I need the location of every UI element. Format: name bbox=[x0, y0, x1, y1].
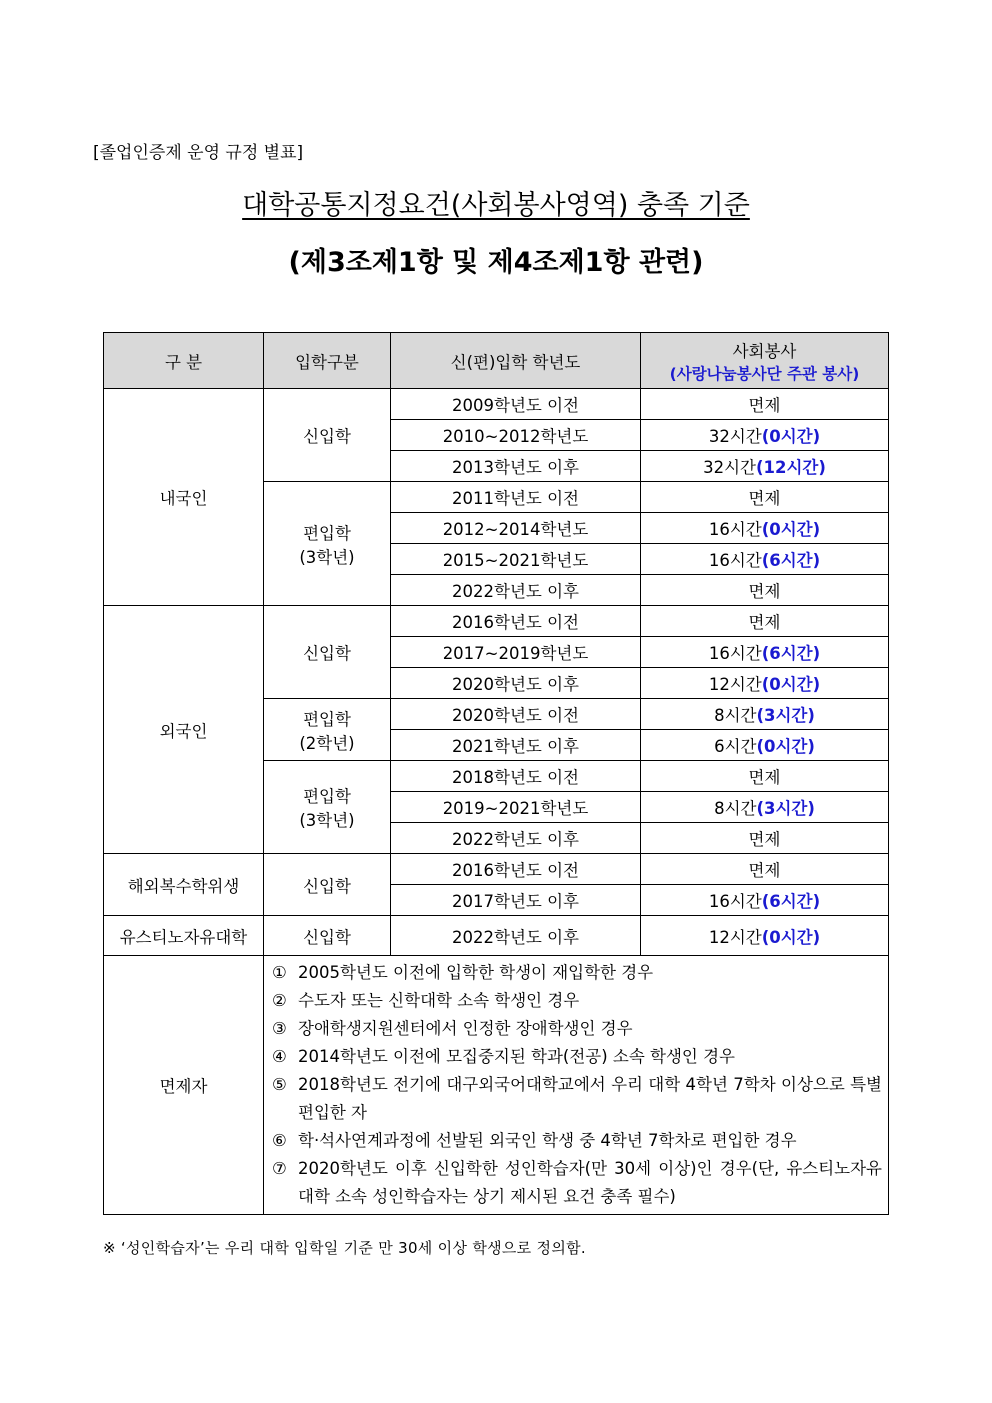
group-exempt: 면제자 bbox=[104, 956, 264, 1215]
row-year: 2016학년도 이전 bbox=[391, 606, 641, 637]
header-service-sub: (사랑나눔봉사단 주관 봉사) bbox=[669, 364, 860, 383]
row-hours: 6시간(0시간) bbox=[641, 730, 889, 761]
requirements-table bbox=[103, 332, 889, 1215]
row-hours: 16시간(6시간) bbox=[641, 885, 889, 916]
exemption-text: 학·석사연계과정에 선발된 외국인 학생 중 4학년 7학차로 편입한 경우 bbox=[298, 1131, 797, 1150]
exemption-number: ④ bbox=[272, 1047, 287, 1066]
row-year: 2021학년도 이후 bbox=[391, 730, 641, 761]
document-subtitle: [졸업인증제 운영 규정 별표] bbox=[93, 143, 304, 163]
row-hours: 면제 bbox=[641, 761, 889, 792]
document-title-text: 대학공통지정요건(사회봉사영역) 충족 기준 bbox=[242, 190, 750, 221]
table-row bbox=[104, 916, 889, 956]
exemption-list bbox=[264, 956, 889, 1215]
exemption-item bbox=[272, 987, 882, 1015]
exemption-text: 장애학생지원센터에서 인정한 장애학생인 경우 bbox=[298, 1019, 633, 1038]
admission-transfer-2: 편입학 (2학년) bbox=[264, 699, 391, 761]
row-hours: 면제 bbox=[641, 482, 889, 513]
row-hours: 면제 bbox=[641, 823, 889, 854]
admission-new: 신입학 bbox=[264, 389, 391, 482]
admission-new: 신입학 bbox=[264, 606, 391, 699]
exemption-number: ⑥ bbox=[272, 1131, 287, 1150]
row-hours: 12시간(0시간) bbox=[641, 916, 889, 956]
exemption-text: 2020학년도 이후 신입학한 성인학습자(만 30세 이상)인 경우(단, 유스티노자유대학 소속 성인학습자는 상기 제시된 요건 충족 필수) bbox=[298, 1159, 882, 1206]
row-hours: 32시간(12시간) bbox=[641, 451, 889, 482]
row-year: 2009학년도 이전 bbox=[391, 389, 641, 420]
row-hours: 면제 bbox=[641, 575, 889, 606]
row-year: 2018학년도 이전 bbox=[391, 761, 641, 792]
row-hours: 면제 bbox=[641, 389, 889, 420]
row-hours: 16시간(6시간) bbox=[641, 637, 889, 668]
row-year: 2013학년도 이후 bbox=[391, 451, 641, 482]
exemption-item bbox=[272, 1071, 882, 1127]
exemption-number: ⑦ bbox=[272, 1159, 287, 1178]
exemption-text: 2005학년도 이전에 입학한 학생이 재입학한 경우 bbox=[298, 963, 654, 982]
exemption-text: 2018학년도 전기에 대구외국어대학교에서 우리 대학 4학년 7학차 이상으로 특별편입한 자 bbox=[298, 1075, 882, 1122]
row-hours: 8시간(3시간) bbox=[641, 699, 889, 730]
exemption-item bbox=[272, 1155, 882, 1211]
footnote: ※ ‘성인학습자’는 우리 대학 입학일 기준 만 30세 이상 학생으로 정의함. bbox=[103, 1239, 586, 1257]
exemption-text: 수도자 또는 신학대학 소속 학생인 경우 bbox=[298, 991, 580, 1010]
document-title-secondary: (제3조제1항 및 제4조제1항 관련) bbox=[288, 247, 704, 278]
row-year: 2016학년도 이전 bbox=[391, 854, 641, 885]
row-year: 2012~2014학년도 bbox=[391, 513, 641, 544]
exemption-number: ① bbox=[272, 963, 287, 982]
table-row bbox=[104, 606, 889, 637]
table-row bbox=[104, 956, 889, 1215]
group-foreign: 외국인 bbox=[104, 606, 264, 854]
row-year: 2022학년도 이후 bbox=[391, 823, 641, 854]
header-service bbox=[641, 333, 889, 389]
row-year: 2011학년도 이전 bbox=[391, 482, 641, 513]
exemption-number: ② bbox=[272, 991, 287, 1010]
row-year: 2020학년도 이후 bbox=[391, 668, 641, 699]
row-year: 2020학년도 이전 bbox=[391, 699, 641, 730]
row-year: 2022학년도 이후 bbox=[391, 916, 641, 956]
exemption-item bbox=[272, 1043, 882, 1071]
header-service-label: 사회봉사 bbox=[732, 341, 797, 361]
admission-transfer-3: 편입학 (3학년) bbox=[264, 761, 391, 854]
group-eustee: 유스티노자유대학 bbox=[104, 916, 264, 956]
group-overseas: 해외복수학위생 bbox=[104, 854, 264, 916]
table-row bbox=[104, 854, 889, 885]
admission-transfer-3: 편입학 (3학년) bbox=[264, 482, 391, 606]
row-hours: 8시간(3시간) bbox=[641, 792, 889, 823]
exemption-item bbox=[272, 959, 882, 987]
row-hours: 16시간(0시간) bbox=[641, 513, 889, 544]
table-row bbox=[104, 389, 889, 420]
exemption-number: ⑤ bbox=[272, 1075, 287, 1094]
header-category: 구 분 bbox=[104, 333, 264, 389]
exemption-text: 2014학년도 이전에 모집중지된 학과(전공) 소속 학생인 경우 bbox=[298, 1047, 735, 1066]
admission-new: 신입학 bbox=[264, 854, 391, 916]
row-hours: 16시간(6시간) bbox=[641, 544, 889, 575]
row-year: 2015~2021학년도 bbox=[391, 544, 641, 575]
exemption-item bbox=[272, 1015, 882, 1043]
row-year: 2019~2021학년도 bbox=[391, 792, 641, 823]
header-year: 신(편)입학 학년도 bbox=[391, 333, 641, 389]
group-domestic: 내국인 bbox=[104, 389, 264, 606]
header-admission: 입학구분 bbox=[264, 333, 391, 389]
row-year: 2017학년도 이후 bbox=[391, 885, 641, 916]
admission-new: 신입학 bbox=[264, 916, 391, 956]
row-hours: 12시간(0시간) bbox=[641, 668, 889, 699]
row-hours: 32시간(0시간) bbox=[641, 420, 889, 451]
row-year: 2017~2019학년도 bbox=[391, 637, 641, 668]
exemption-number: ③ bbox=[272, 1019, 287, 1038]
document-title bbox=[0, 183, 992, 222]
row-year: 2010~2012학년도 bbox=[391, 420, 641, 451]
row-hours: 면제 bbox=[641, 606, 889, 637]
row-hours: 면제 bbox=[641, 854, 889, 885]
exemption-item bbox=[272, 1127, 882, 1155]
row-year: 2022학년도 이후 bbox=[391, 575, 641, 606]
